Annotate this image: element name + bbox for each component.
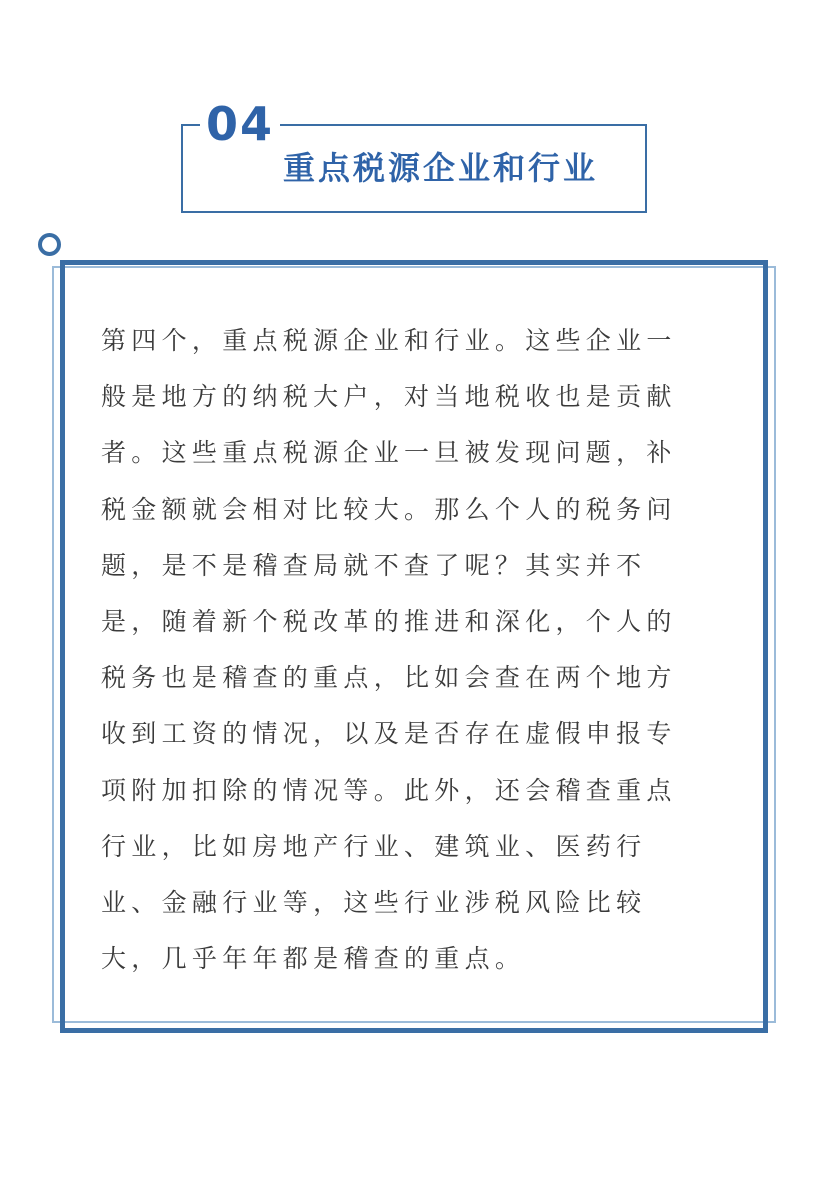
section-title: 重点税源企业和行业 (283, 149, 599, 187)
body-paragraph: 第四个，重点税源企业和行业。这些企业一 般是地方的纳税大户，对当地税收也是贡献 者。这些重点税源企业一旦被发现问题，补 税金额就会相对比较大。那么个人的税务问 题，是不是稽查局就不查了呢？其实并不 是，随着新个税改革的推进和深化，个人的 税务也是稽查的重点，比如会查在两个地方 收到工资的情况，以及是否存在虚假申报专 项附加扣除的情况等。此外，还会稽查重点 行业，比如房地产行业、建筑业、医药行 业、金融行业等，这些行业涉税风险比较 大，几乎年年都是稽查的重点。 (101, 326, 677, 974)
circle-icon (38, 233, 61, 256)
section-number: 04 (200, 98, 280, 150)
